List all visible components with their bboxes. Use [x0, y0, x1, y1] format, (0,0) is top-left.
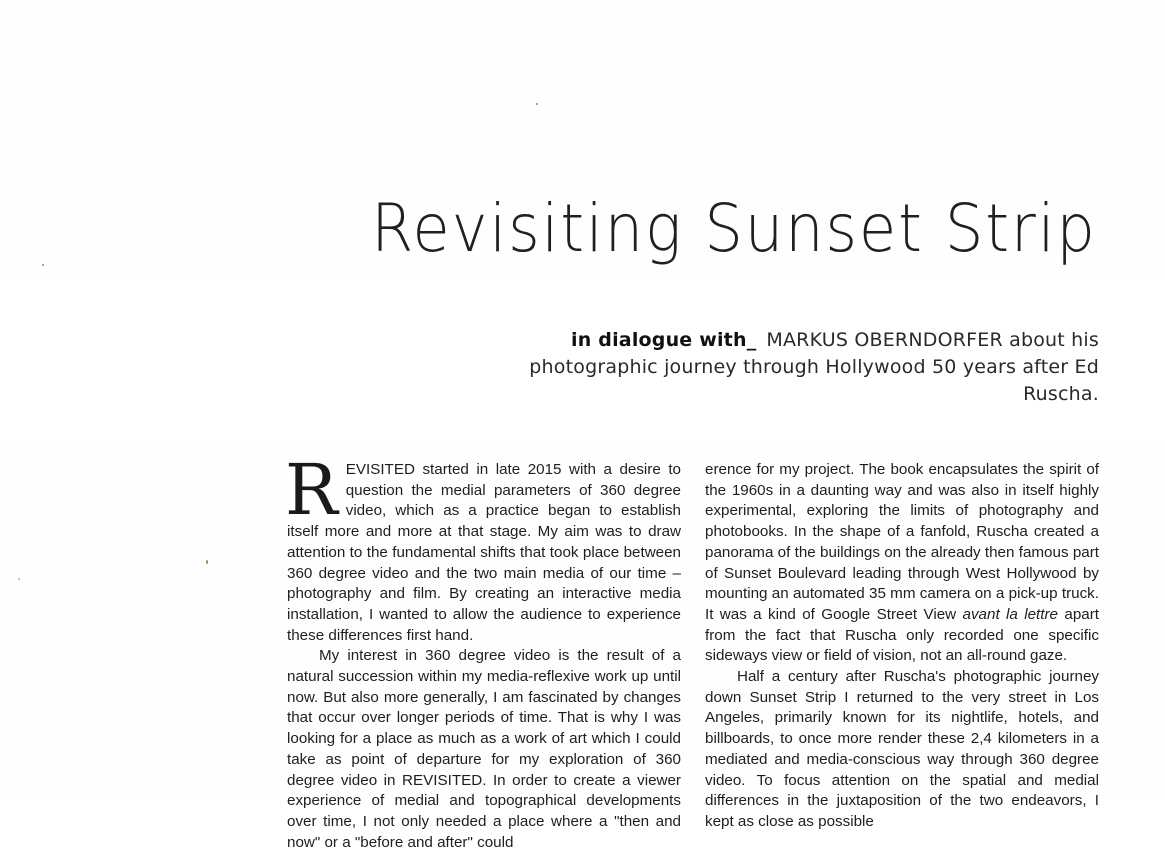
text-column-right: [705, 460, 1099, 833]
scan-speck: [206, 560, 208, 564]
article-subtitle: [459, 327, 1099, 408]
subtitle-text: MARKUS OBERNDORFER about his photographic journey through Hollywood 50 years after Ed Ruscha.: [529, 329, 1099, 405]
paragraph: [285, 449, 681, 646]
scan-speck: [536, 103, 538, 105]
paragraph: My interest in 360 degree video is the result of a natural succession within my media-reflexive work up until now. But also more generally, I am fascinated by changes that occur over longer periods of time. That is why I was looking for a place as much as a work of art which I could take as point of departure for my exploration of 360 degree video in REVISITED. In order to create a viewer experience of medial and topographical developments over time, I not only needed a place where a "then and now" or a "before and after" could: [287, 647, 681, 851]
paragraph: Half a century after Ruscha's photographic journey down Sunset Strip I returned to the very street in Los Angeles, primarily known for its nightlife, hotels, and billboards, to once more render these 2,4 kilometers in a mediated and media-conscious way through 360 degree video. To focus attention on the spatial and medial differences in the juxtaposition of the two endeavors, I kept as close as possible: [705, 668, 1099, 830]
paragraph-text: apart from the fact that Ruscha only recorded one specific sideways view or field of vision, not an all-round gaze.: [705, 605, 1099, 665]
text-column-left: [285, 449, 681, 853]
article-title: Revisiting Sunset Strip: [371, 190, 1097, 267]
scan-speck: [42, 264, 44, 266]
scan-speck: [18, 578, 20, 580]
paragraph: [705, 460, 1099, 667]
paragraph-text: erence for my project. The book encapsulates the spirit of the 1960s in a daunting way and was also in itself highly experimental, exploring the limits of photography and photobooks. In the shape of a fanfold, Ruscha created a panorama of the buildings on the already then famous part of Sunset Boulevard leading through West Hollywood by mounting an automated 35 mm camera on a pick-up truck. It was a kind of Google Street View: [705, 461, 1099, 623]
paragraph-start: EVISITED: [345, 461, 415, 478]
drop-cap: R: [285, 449, 338, 531]
paragraph-text: started in late 2015 with a desire to question the medial parameters of 360 degree video, which as a practice began to establish itself more and more at that stage. My aim was to draw attention to the fundamental shifts that took place between 360 degree video and the two main media of our time – photography and film. By creating an interactive media installation, I wanted to allow the audience to experience these differences first hand.: [287, 461, 681, 644]
italic-phrase: avant la lettre: [962, 605, 1058, 623]
subtitle-lead: in dialogue with_: [571, 329, 757, 351]
